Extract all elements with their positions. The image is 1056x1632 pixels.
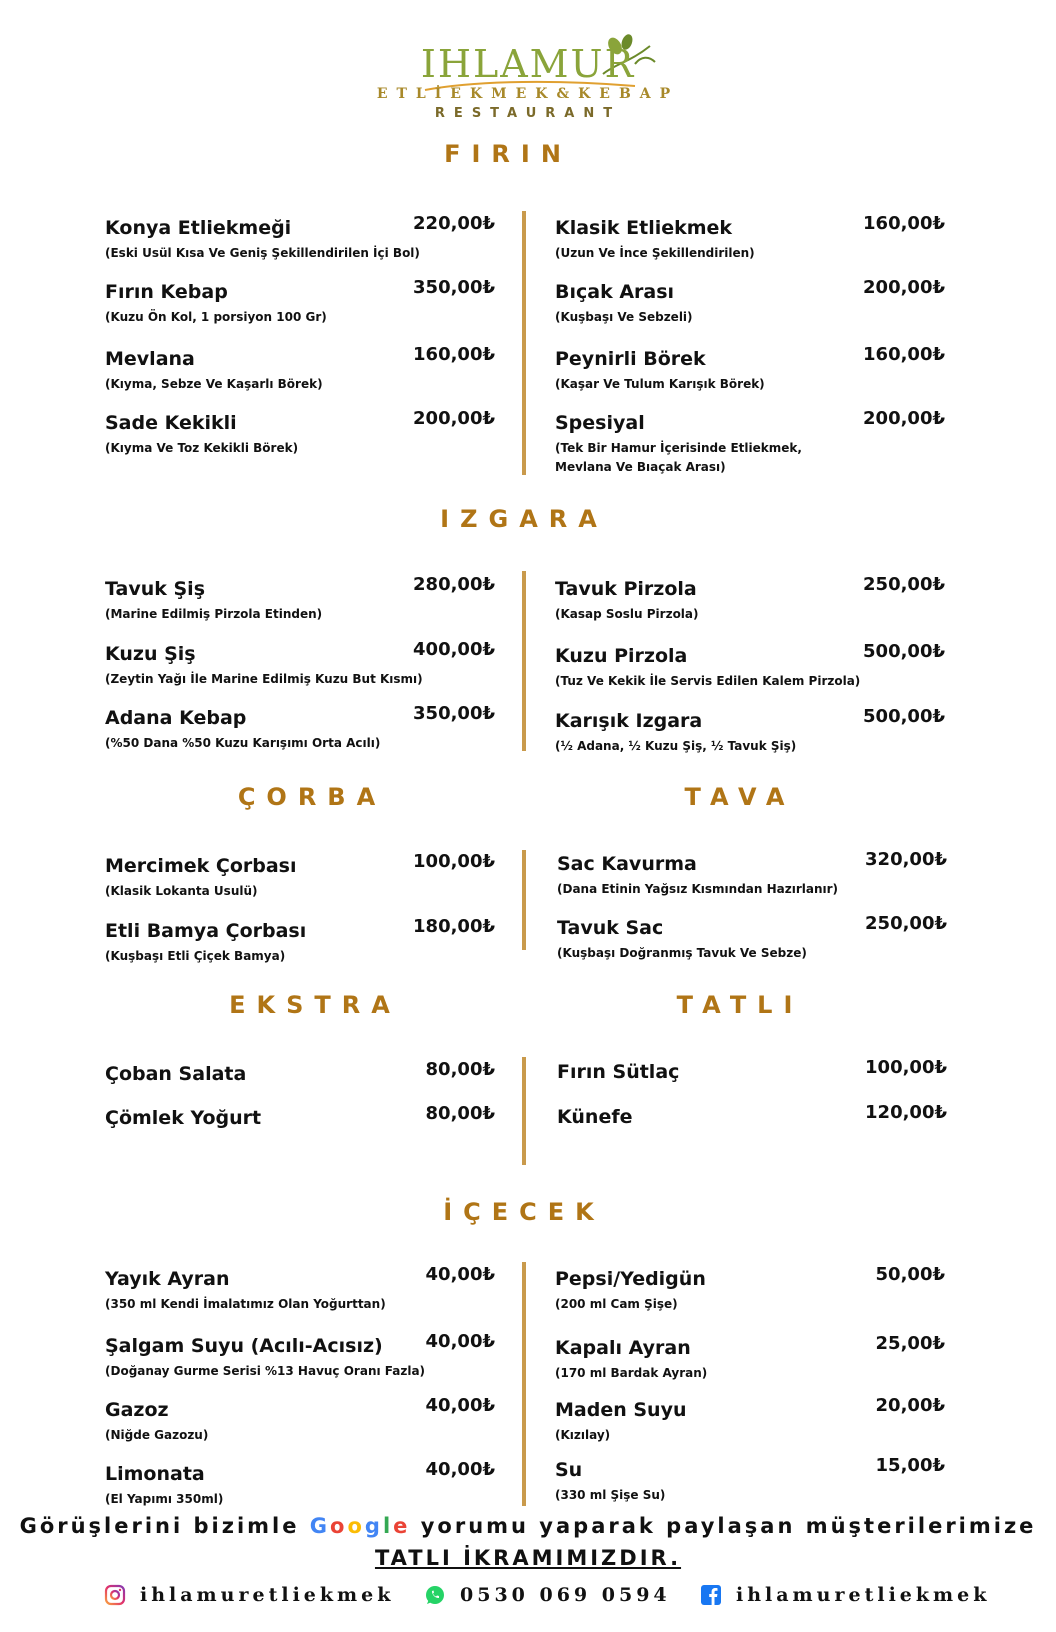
footer-offer-text: TATLI İKRAMIMIZDIR. <box>374 1546 682 1570</box>
item-name: Tavuk Şiş <box>105 578 206 600</box>
item-name: Çoban Salata <box>105 1063 247 1085</box>
item-price: 40,00₺ <box>425 1459 495 1480</box>
item-price: 100,00₺ <box>865 1057 947 1078</box>
item-desc: (Marine Edilmiş Pirzola Etinden) <box>105 607 323 621</box>
item-desc: (350 ml Kendi İmalatımız Olan Yoğurttan) <box>105 1297 386 1311</box>
item-price: 50,00₺ <box>875 1264 945 1285</box>
item-price: 20,00₺ <box>875 1395 945 1416</box>
item-desc: (330 ml Şişe Su) <box>555 1488 666 1502</box>
column-divider <box>522 571 526 751</box>
facebook-handle[interactable] <box>700 1584 990 1606</box>
facebook-icon <box>700 1584 722 1606</box>
item-name: Sade Kekikli <box>105 412 237 434</box>
item-price: 250,00₺ <box>865 913 947 934</box>
section-title-icecek: İÇECEK <box>443 1198 605 1226</box>
item-name: Su <box>555 1459 583 1481</box>
item-price: 160,00₺ <box>863 344 945 365</box>
instagram-handle[interactable] <box>104 1584 394 1606</box>
item-desc: (Kıyma, Sebze Ve Kaşarlı Börek) <box>105 377 323 391</box>
google-letter: l <box>382 1514 394 1538</box>
item-desc: (170 ml Bardak Ayran) <box>555 1366 708 1380</box>
item-name: Konya Etliekmeği <box>105 217 292 239</box>
item-desc: (Kuşbaşı Doğranmış Tavuk Ve Sebze) <box>557 946 807 960</box>
item-desc: (El Yapımı 350ml) <box>105 1492 224 1506</box>
item-name: Şalgam Suyu (Acılı-Acısız) <box>105 1335 383 1357</box>
item-desc: (Zeytin Yağı İle Marine Edilmiş Kuzu But Kısmı) <box>105 672 423 686</box>
brand-tagline: ETLİEKMEK&KEBAP <box>376 86 680 102</box>
item-price: 350,00₺ <box>413 277 495 298</box>
column-divider <box>522 1057 526 1165</box>
section-title-tava: TAVA <box>684 783 796 811</box>
item-name: Pepsi/Yedigün <box>555 1268 706 1290</box>
column-divider <box>522 850 526 950</box>
item-desc: (Tek Bir Hamur İçerisinde Etliekmek, Mevlana Ve Bıaçak Arası) <box>555 441 802 474</box>
item-price: 500,00₺ <box>863 641 945 662</box>
item-price: 160,00₺ <box>863 213 945 234</box>
item-name: Limonata <box>105 1463 205 1485</box>
instagram-text: ihlamuretliekmek <box>140 1584 395 1606</box>
column-divider <box>522 1262 526 1506</box>
item-price: 80,00₺ <box>425 1059 495 1080</box>
item-desc: (Dana Etinin Yağsız Kısmından Hazırlanır) <box>557 882 839 896</box>
item-price: 80,00₺ <box>425 1103 495 1124</box>
phone-text: 0530 069 0594 <box>460 1584 671 1606</box>
item-price: 250,00₺ <box>863 574 945 595</box>
section-title-corba: ÇORBA <box>237 783 387 811</box>
item-name: Künefe <box>557 1106 633 1128</box>
google-letter: o <box>330 1514 348 1538</box>
item-price: 40,00₺ <box>425 1264 495 1285</box>
item-name: Çömlek Yoğurt <box>105 1107 262 1129</box>
column-divider <box>522 211 526 475</box>
item-name: Yayık Ayran <box>105 1268 230 1290</box>
item-name: Tavuk Pirzola <box>555 578 697 600</box>
item-price: 120,00₺ <box>865 1102 947 1123</box>
section-title-ekstra: EKSTRA <box>229 991 401 1019</box>
google-letter: o <box>347 1514 365 1538</box>
brand-subtitle: RESTAURANT <box>434 106 622 121</box>
footer-review-text <box>0 1514 1056 1538</box>
google-letter: G <box>309 1514 331 1538</box>
item-name: Klasik Etliekmek <box>555 217 733 239</box>
item-price: 40,00₺ <box>425 1395 495 1416</box>
item-desc: (Eski Usül Kısa Ve Geniş Şekillendirilen İçi Bol) <box>105 246 420 260</box>
item-price: 320,00₺ <box>865 849 947 870</box>
item-name: Adana Kebap <box>105 707 247 729</box>
item-name: Mevlana <box>105 348 195 370</box>
item-price: 500,00₺ <box>863 706 945 727</box>
item-name: Mercimek Çorbası <box>105 855 297 877</box>
phone-number[interactable] <box>424 1584 671 1606</box>
item-name: Gazoz <box>105 1399 169 1421</box>
item-name: Karışık Izgara <box>555 710 703 732</box>
item-desc: (Kuşbaşı Etli Çiçek Bamya) <box>105 949 286 963</box>
item-desc: (Klasik Lokanta Usulü) <box>105 884 258 898</box>
item-price: 200,00₺ <box>863 277 945 298</box>
google-letter: g <box>364 1514 383 1538</box>
item-price: 160,00₺ <box>413 344 495 365</box>
item-price: 180,00₺ <box>413 916 495 937</box>
item-price: 200,00₺ <box>863 408 945 429</box>
item-desc: (Kuşbaşı Ve Sebzeli) <box>555 310 693 324</box>
item-price: 350,00₺ <box>413 703 495 724</box>
instagram-icon <box>104 1584 126 1606</box>
item-desc: (%50 Dana %50 Kuzu Karışımı Orta Acılı) <box>105 736 381 750</box>
item-price: 100,00₺ <box>413 851 495 872</box>
item-name: Tavuk Sac <box>557 917 664 939</box>
item-name: Kuzu Pirzola <box>555 645 688 667</box>
section-title-izgara: IZGARA <box>440 505 608 533</box>
item-price: 25,00₺ <box>875 1333 945 1354</box>
item-price: 220,00₺ <box>413 213 495 234</box>
item-name: Maden Suyu <box>555 1399 687 1421</box>
item-price: 40,00₺ <box>425 1331 495 1352</box>
item-desc: (Kıyma Ve Toz Kekikli Börek) <box>105 441 299 455</box>
brand-name: IHLAMUR <box>420 42 636 86</box>
item-price: 280,00₺ <box>413 574 495 595</box>
item-desc: (Kasap Soslu Pirzola) <box>555 607 699 621</box>
facebook-text: ihlamuretliekmek <box>736 1584 991 1606</box>
footer-offer <box>0 1546 1056 1570</box>
item-name: Fırın Kebap <box>105 281 228 303</box>
item-price: 15,00₺ <box>875 1455 945 1476</box>
item-desc: (Kuzu Ön Kol, 1 porsiyon 100 Gr) <box>105 310 327 324</box>
google-letter: e <box>393 1514 411 1538</box>
footer-text-pre: Görüşlerini bizimle <box>19 1514 310 1538</box>
item-name: Peynirli Börek <box>555 348 706 370</box>
item-name: Spesiyal <box>555 412 645 434</box>
item-name: Kapalı Ayran <box>555 1337 691 1359</box>
item-desc: (Doğanay Gurme Serisi %13 Havuç Oranı Fazla) <box>105 1364 426 1378</box>
section-title-firin: FIRIN <box>444 140 572 168</box>
item-price: 200,00₺ <box>413 408 495 429</box>
item-desc: (200 ml Cam Şişe) <box>555 1297 678 1311</box>
item-name: Etli Bamya Çorbası <box>105 920 307 942</box>
item-name: Fırın Sütlaç <box>557 1061 680 1083</box>
item-desc: (Uzun Ve İnce Şekillendirilen) <box>555 246 755 260</box>
footer-text-post: yorumu yaparak paylaşan müşterilerimize <box>410 1514 1037 1538</box>
item-name: Bıçak Arası <box>555 281 675 303</box>
item-price: 400,00₺ <box>413 639 495 660</box>
item-desc: (Kızılay) <box>555 1428 611 1442</box>
item-desc: (Niğde Gazozu) <box>105 1428 209 1442</box>
item-desc: (½ Adana, ½ Kuzu Şiş, ½ Tavuk Şiş) <box>555 739 797 753</box>
item-name: Sac Kavurma <box>557 853 697 875</box>
section-title-tatli: TATLI <box>676 991 804 1019</box>
item-name: Kuzu Şiş <box>105 643 196 665</box>
item-desc: (Kaşar Ve Tulum Karışık Börek) <box>555 377 765 391</box>
item-desc: (Tuz Ve Kekik İle Servis Edilen Kalem Pirzola) <box>555 674 861 688</box>
google-wordmark <box>310 1514 411 1538</box>
whatsapp-icon <box>424 1584 446 1606</box>
